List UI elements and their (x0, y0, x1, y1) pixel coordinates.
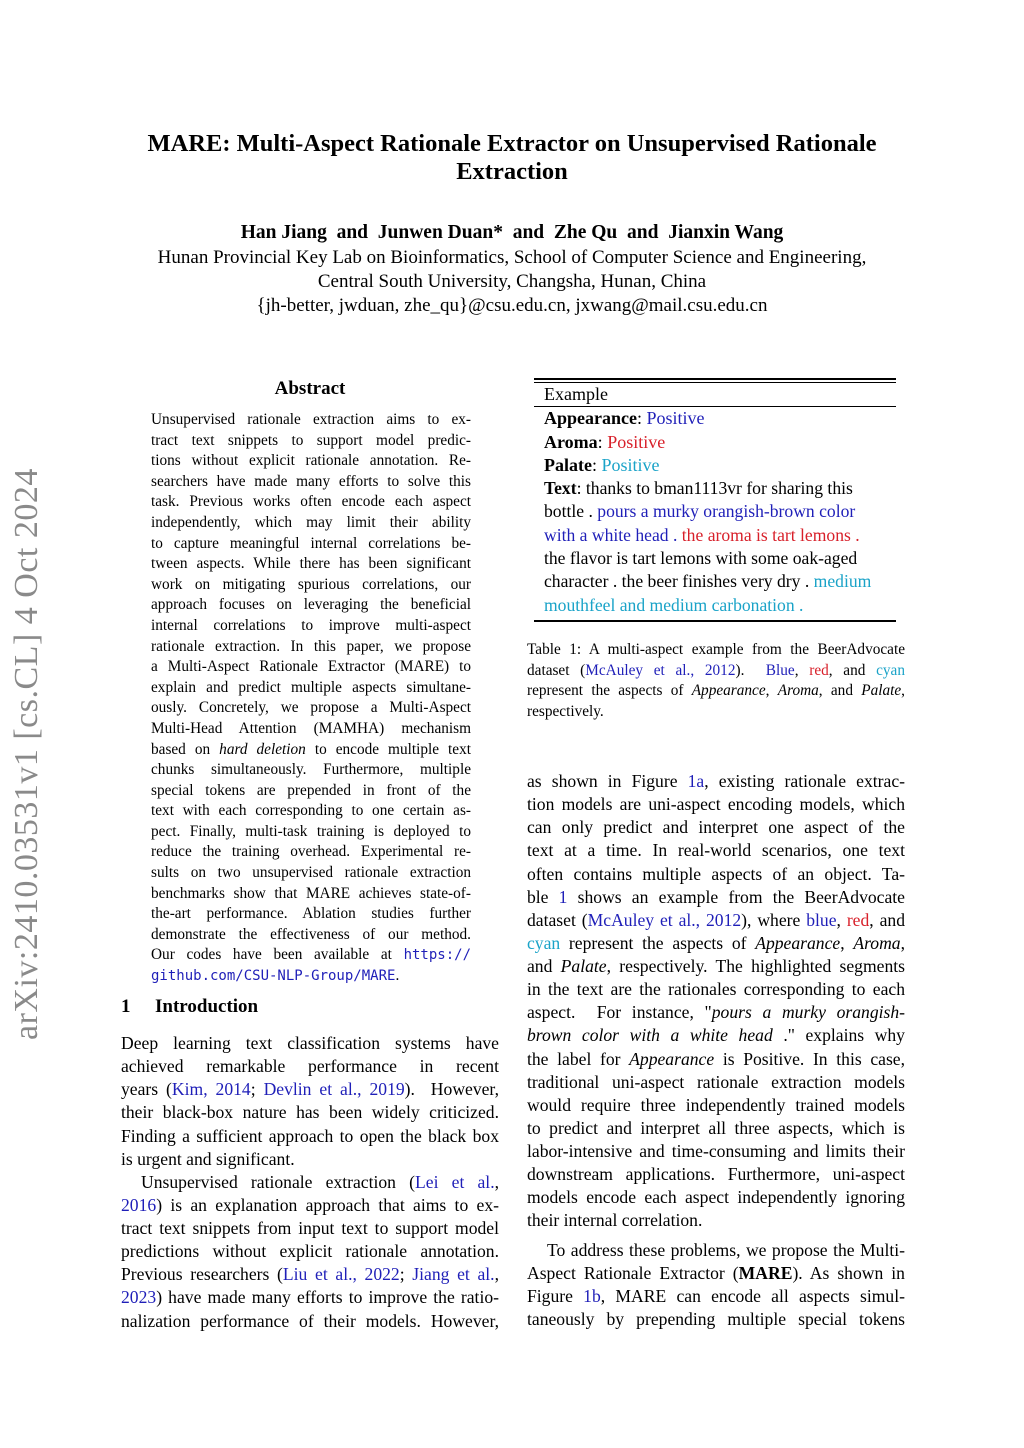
emphasis: pours a murky orangish- (711, 1002, 906, 1023)
rationale-appearance: with a white head . (544, 524, 678, 545)
text-segment: . (395, 967, 400, 985)
body-line: achieved remarkable performance in recent (121, 1056, 499, 1077)
abstract-line: independently, which may limit their ability (151, 513, 471, 531)
body-line: Deep learning text classification systems have (121, 1033, 499, 1053)
body-line (527, 1048, 905, 1071)
affiliation-line-1: Hunan Provincial Key Lab on Bioinformatics, School of Computer Science and Engineering, (157, 247, 867, 268)
aspect-value: Positive (601, 454, 660, 475)
code-url-link[interactable]: https:// (403, 947, 471, 964)
body-line: taneously by prepending multiple special tokens (527, 1308, 905, 1329)
body-line (527, 1285, 905, 1308)
body-line: dataset (McAuley et al., 2012), where blue, red, and (527, 909, 906, 930)
table-ref-link[interactable]: 1 (558, 886, 568, 907)
text-segment: ). However, (404, 1079, 499, 1100)
abstract-line (151, 945, 471, 966)
citation-link[interactable]: Kim, 2014 (171, 1079, 251, 1100)
caption-line: dataset (McAuley et al., 2012). Blue, red, and cyan (527, 661, 905, 679)
text-segment: Aspect Rationale Extractor ( (527, 1262, 739, 1283)
text-segment: aspect. For instance, " (527, 1002, 712, 1023)
title-line-2: Extraction (456, 158, 568, 185)
abstract-line: explain and predict multiple aspects simultane- (151, 678, 471, 696)
rationale-appearance: pours a murky orangish-brown color (597, 501, 856, 522)
table-header: Example (544, 384, 608, 404)
text-segment: , respectively. The highlighted segments (606, 956, 905, 976)
text-segment: Figure (527, 1285, 584, 1306)
abstract-line: Multi-Head Attention (MAMHA) mechanism (151, 719, 471, 737)
abstract-line: reduce the training overhead. Experimental re- (151, 843, 471, 861)
body-line: their black-box nature has been widely criticized. (121, 1102, 499, 1123)
color-word-blue: Blue (765, 661, 795, 679)
citation-link[interactable]: McAuley et al., 2012 (587, 909, 742, 930)
bold-mare: MARE (738, 1262, 793, 1283)
body-line: labor-intensive and time-consuming and limits their (527, 1141, 905, 1161)
abstract-line: benchmarks show that MARE achieves state-of- (151, 884, 471, 902)
body-line (527, 955, 905, 978)
figure-ref-link[interactable]: 1b (583, 1285, 601, 1306)
text-label: Text (544, 478, 577, 499)
table-bottom-rule (534, 620, 896, 622)
citation-link[interactable]: Devlin et al., 2019 (263, 1079, 405, 1100)
text-segment: ). As shown in (792, 1262, 905, 1283)
body-line: can only predict and interpret one aspect of the (527, 817, 905, 838)
body-line (527, 1001, 905, 1024)
abstract-line: tween aspects. While there has been significant (151, 555, 471, 573)
abstract-line: the-art performance. Ablation studies further (151, 905, 471, 923)
abstract-line: to capture meaningful internal correlations be- (151, 534, 471, 552)
abstract-line: rationale extraction. In this paper, we propose (151, 637, 471, 655)
text-segment: represent the aspects of (560, 932, 756, 953)
body-line (527, 886, 905, 909)
abstract-heading: Abstract (274, 378, 346, 399)
body-line: cyan represent the aspects of Appearance, Aroma, (527, 932, 906, 953)
section-number: 1 (121, 996, 131, 1017)
caption-line: Table 1: A multi-aspect example from the BeerAdvocate (527, 641, 905, 658)
citation-link[interactable]: Jiang et al. (412, 1264, 495, 1285)
abstract-line: demonstrate the effectiveness of our method. (151, 925, 471, 943)
abstract-line: text with each corresponding to one certain as- (151, 802, 471, 820)
text-segment: ), where (741, 909, 807, 930)
paper-title (100, 130, 924, 186)
aspect-label: Palate (544, 454, 592, 475)
body-line: To address these problems, we propose the Multi- (547, 1239, 905, 1260)
body-line: is urgent and significant. (121, 1148, 295, 1169)
abstract-line: a Multi-Aspect Rationale Extractor (MARE) to (151, 658, 471, 676)
emphasis: Appearance (755, 932, 841, 953)
body-line (121, 1194, 499, 1217)
body-line: traditional uni-aspect rationale extraction models (527, 1071, 905, 1092)
code-url-link[interactable]: github.com/CSU-NLP-Group/MARE (151, 968, 396, 985)
table-row-aroma: Aroma: Positive (544, 431, 666, 452)
introduction-left-column (121, 1032, 499, 1333)
text-segment: , existing rationale extrac- (704, 771, 905, 791)
text-segment: dataset ( (527, 661, 586, 679)
text-segment: based on (151, 740, 220, 758)
body-line (121, 1286, 499, 1309)
caption-line: respectively. (527, 702, 604, 720)
figure-ref-link[interactable]: 1a (687, 771, 705, 791)
abstract-line: ously. Concretely, we propose a Multi-Aspect (151, 699, 471, 717)
emphasis: brown color with a white head (527, 1025, 773, 1046)
body-line: nalization performance of their models. However, (121, 1310, 499, 1331)
text-segment: character . the beer finishes very dry . (544, 571, 814, 592)
abstract-line (151, 740, 471, 761)
text-segment: dataset ( (527, 909, 588, 930)
abstract-line: approach focuses on leveraging the beneficial (151, 596, 471, 614)
body-line (527, 1262, 905, 1285)
text-segment: as shown in Figure (527, 771, 688, 791)
abstract-line (151, 966, 471, 987)
emphasis: Appearance (691, 682, 766, 700)
color-word-red: red (846, 909, 870, 930)
arxiv-identifier: arXiv:2410.03531v1 [cs.CL] 4 Oct 2024 (8, 468, 45, 1040)
text-segment: shows an example from the BeerAdvocate (567, 886, 905, 907)
body-line: predictions without explicit rationale annotation. (121, 1241, 499, 1262)
body-line: their internal correlation. (527, 1210, 703, 1231)
text-segment: to encode multiple text (305, 740, 471, 758)
text-segment: ) is an explanation approach that aims to ex- (156, 1194, 499, 1215)
color-word-red: red (809, 661, 829, 679)
table-1-caption (527, 640, 905, 722)
text-segment: : thanks to bman1113vr for sharing this (576, 478, 853, 499)
introduction-right-column (527, 770, 905, 1331)
abstract-body (151, 410, 471, 987)
text-segment: ). (735, 661, 766, 679)
abstract-line: pect. Finally, multi-task training is deployed to (151, 822, 471, 840)
rationale-palate: medium (813, 571, 872, 592)
table-text-line (534, 594, 896, 617)
body-line: often contains multiple aspects of an object. Ta- (527, 863, 905, 884)
affiliation-line-2: Central South University, Changsha, Hunan, China (317, 271, 707, 292)
emphasis-hard-deletion: hard deletion (219, 740, 306, 758)
abstract-line: chunks simultaneously. Furthermore, multiple (151, 761, 471, 779)
body-line: tion models are uni-aspect encoding models, which (527, 794, 905, 815)
citation-link[interactable]: Lei et al. (415, 1171, 495, 1192)
rationale-aroma: the aroma is tart lemons . (681, 524, 860, 545)
body-line (527, 1024, 905, 1047)
emphasis: Aroma (777, 682, 819, 700)
body-line: would require three independently trained models (527, 1094, 905, 1115)
body-line: in the text are the rationales corresponding to each (527, 979, 905, 1000)
table-text-line (534, 570, 896, 593)
aspect-label: Appearance (544, 408, 637, 429)
rationale-palate: mouthfeel and medium carbonation . (544, 594, 804, 615)
abstract-line: special tokens are prepended in front of the (151, 781, 471, 799)
text-segment: ; (250, 1079, 264, 1100)
body-line: Finding a sufficient approach to open the black box (121, 1125, 499, 1146)
citation-link[interactable]: Liu et al., 2022 (282, 1264, 400, 1285)
body-line (121, 1171, 499, 1194)
text-segment: , (494, 1171, 499, 1192)
caption-line: represent the aspects of Appearance, Aroma, and Palate, (527, 682, 905, 700)
emphasis: Palate (861, 682, 902, 700)
table-text-line (534, 477, 896, 500)
abstract-line: tions without explicit rationale annotation. Re- (151, 452, 471, 470)
title-line-1: MARE: Multi-Aspect Rationale Extractor on Unsupervised Rationale (147, 130, 877, 157)
text-segment: ; (399, 1264, 413, 1285)
body-line (121, 1078, 499, 1101)
citation-link[interactable]: 2023 (121, 1287, 157, 1308)
text-segment: ) have made many efforts to improve the ratio- (156, 1287, 499, 1308)
text-segment: and (879, 909, 906, 930)
abstract-line: sults on two unsupervised rationale extraction (151, 864, 471, 882)
color-word-blue: blue (806, 909, 837, 930)
abstract-line: Unsupervised rationale extraction aims to ex- (151, 411, 471, 428)
text-segment: Previous researchers ( (121, 1264, 283, 1285)
body-line: to predict and interpret all three aspects, which is (527, 1117, 905, 1138)
text-segment: , (494, 1264, 499, 1285)
table-1-example (534, 378, 896, 622)
citation-link[interactable]: McAuley et al., 2012 (585, 661, 736, 679)
abstract-line: task. Previous works often encode each aspect (151, 493, 471, 511)
abstract-line: searchers have made many efforts to solve this (151, 472, 471, 490)
abstract-line: tract text snippets to support model predic- (151, 431, 471, 449)
text-segment: Our codes have been available at (151, 946, 404, 964)
section-title: Introduction (155, 996, 259, 1017)
color-word-cyan: cyan (527, 932, 561, 953)
text-segment: bottle . (544, 501, 598, 522)
aspect-value: Positive (646, 408, 705, 429)
text-segment: ." explains why (772, 1025, 905, 1046)
aspect-label: Aroma (544, 431, 598, 452)
abstract-line: work on mitigating spurious correlations, our (151, 575, 471, 593)
body-line (527, 770, 905, 793)
text-segment: is Positive. In this case, (714, 1048, 905, 1069)
text-segment: the label for (527, 1048, 630, 1069)
emphasis: Aroma (853, 932, 901, 953)
body-line: text at a time. In real-world scenarios, one text (527, 840, 905, 861)
table-row-appearance: Appearance: Positive (544, 408, 705, 429)
table-row-palate: Palate: Positive (544, 454, 660, 475)
emphasis: Palate (560, 956, 607, 976)
authors: Han Jiang and Junwen Duan* and Zhe Qu and Jianxin Wang (240, 222, 784, 243)
abstract-line: internal correlations to improve multi-aspect (151, 616, 471, 634)
body-line (121, 1263, 499, 1286)
citation-link[interactable]: 2016 (121, 1194, 157, 1215)
body-line: downstream applications. Furthermore, uni-aspect (527, 1164, 905, 1185)
text-segment: , MARE can encode all aspects simul- (600, 1285, 905, 1306)
author-emails: {jh-better, jwduan, zhe_qu}@csu.edu.cn, jxwang@mail.csu.edu.cn (256, 295, 768, 316)
text-segment: represent the aspects of (527, 682, 692, 700)
body-line: tract text snippets from input text to support model (121, 1218, 499, 1238)
table-top-rule (534, 378, 896, 380)
table-text-line (534, 500, 896, 523)
color-word-cyan: cyan (876, 661, 905, 679)
text-segment: ble (527, 886, 559, 907)
table-text-line (534, 524, 896, 547)
body-line: models encode each aspect independently ignoring (527, 1187, 905, 1208)
emphasis: Appearance (629, 1048, 715, 1069)
table-text-line: the flavor is tart lemons with some oak-aged (544, 548, 858, 569)
text-segment: Unsupervised rationale extraction ( (141, 1171, 416, 1192)
section-heading-introduction (121, 996, 258, 1018)
aspect-value: Positive (607, 431, 666, 452)
text-segment: and (527, 956, 561, 976)
text-segment: years ( (121, 1079, 172, 1100)
